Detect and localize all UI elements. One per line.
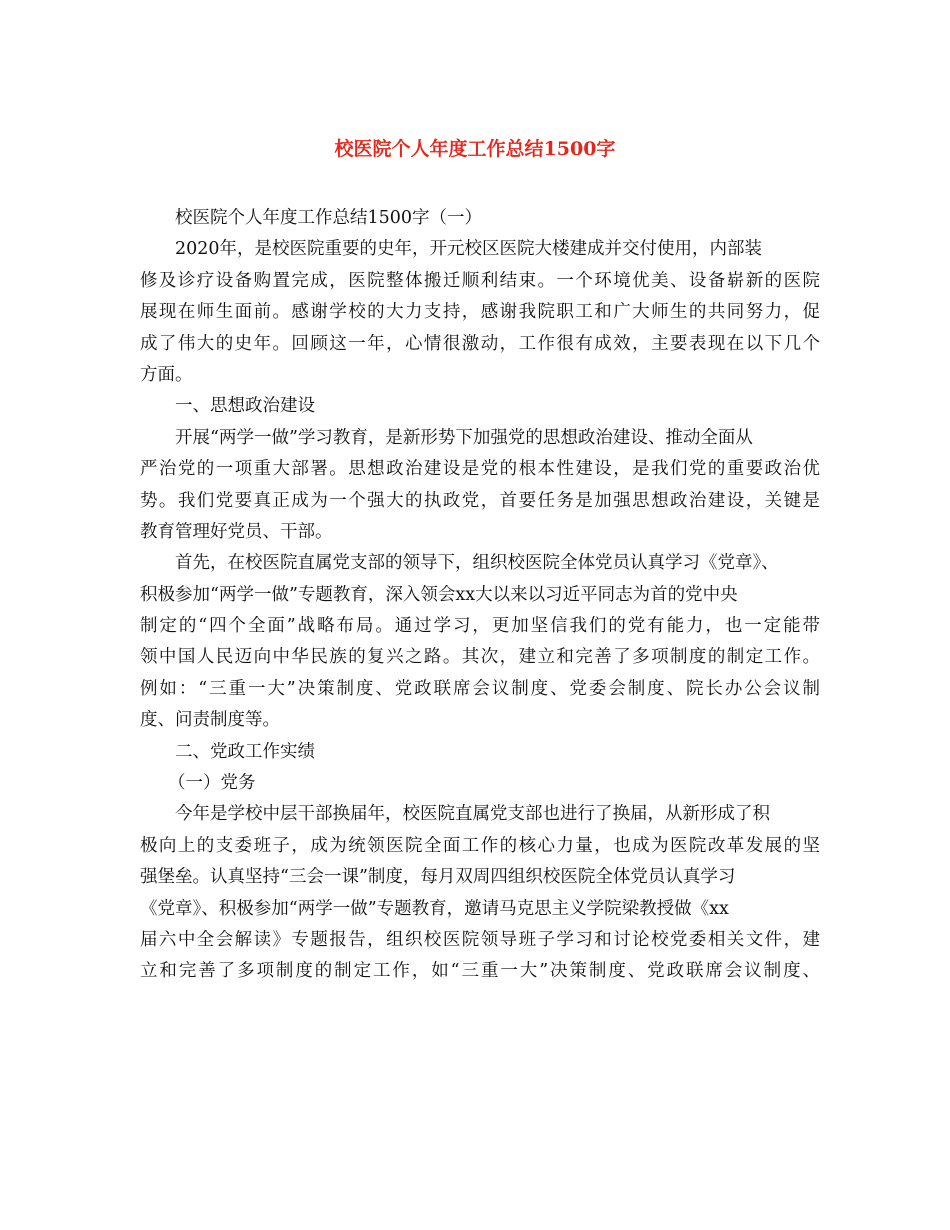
- paragraph-line: 《党章》、积极参加“两学一做”专题教育，邀请马克思主义学院梁教授做《xx: [140, 898, 729, 919]
- paragraph-line: 势。我们党要真正成为一个强大的执政党，首要任务是加强思想政治建设，关键是: [140, 490, 820, 511]
- paragraph-line: 今年是学校中层干部换届年，校医院直属党支部也进行了换届，从新形成了积: [175, 804, 770, 825]
- paragraph-line: 制定的“四个全面”战略布局。通过学习，更加坚信我们的党有能力，也一定能带: [140, 616, 820, 637]
- paragraph-line: 积极参加“两学一做”专题教育，深入领会xx大以来以习近平同志为首的党中央: [140, 584, 738, 605]
- paragraph-line: 例如：“三重一大”决策制度、党政联席会议制度、党委会制度、院长办公会议制: [140, 678, 820, 699]
- subsection-heading: （一）党务: [168, 773, 256, 794]
- paragraph-line: 开展“两学一做”学习教育，是新形势下加强党的思想政治建设、推动全面从: [175, 427, 753, 448]
- paragraph-line: 展现在师生面前。感谢学校的大力支持，感谢我院职工和广大师生的共同努力，促: [140, 302, 820, 323]
- document-body: [140, 203, 820, 988]
- paragraph-line: 届六中全会解读》专题报告，组织校医院领导班子学习和讨论校党委相关文件，建: [140, 929, 820, 950]
- section-heading: 二、党政工作实绩: [175, 741, 315, 762]
- paragraph-line: 度、问责制度等。: [140, 710, 280, 731]
- paragraph-line: 严治党的一项重大部署。思想政治建设是党的根本性建设，是我们党的重要政治优: [140, 459, 820, 480]
- paragraph-line: 首先，在校医院直属党支部的领导下，组织校医院全体党员认真学习《党章》、: [175, 553, 779, 574]
- paragraph-line: 2020年，是校医院重要的史年，开元校区医院大楼建成并交付使用，内部装: [175, 239, 763, 260]
- paragraph-line: 成了伟大的史年。回顾这一年，心情很激动，工作很有成效，主要表现在以下几个: [140, 333, 820, 354]
- paragraph-line: 教育管理好党员、干部。: [140, 521, 333, 542]
- section-heading: 一、思想政治建设: [175, 396, 315, 417]
- paragraph-line: 立和完善了多项制度的制定工作，如“三重一大”决策制度、党政联席会议制度、: [140, 961, 820, 982]
- paragraph-line: 方面。: [140, 364, 193, 385]
- subtitle-line: 校医院个人年度工作总结1500字（一）: [175, 208, 483, 228]
- paragraph-line: 修及诊疗设备购置完成，医院整体搬迁顺利结束。一个环境优美、设备崭新的医院: [140, 270, 820, 291]
- document-title: 校医院个人年度工作总结1500字: [334, 138, 616, 160]
- paragraph-line: 极向上的支委班子，成为统领医院全面工作的核心力量，也成为医院改革发展的坚: [140, 835, 820, 856]
- paragraph-line: 领中国人民迈向中华民族的复兴之路。其次，建立和完善了多项制度的制定工作。: [140, 647, 820, 668]
- paragraph-line: 强堡垒。认真坚持“三会一课”制度，每月双周四组织校医院全体党员认真学习: [140, 867, 736, 888]
